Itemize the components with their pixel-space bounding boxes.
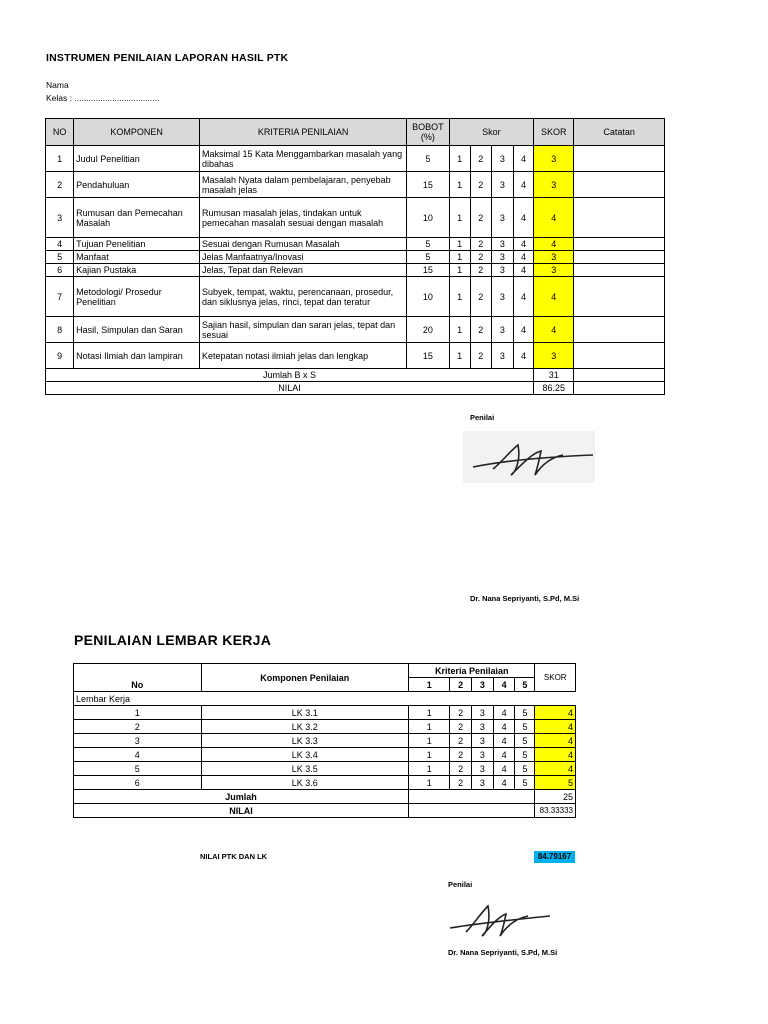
row-bobot: 10 [407, 277, 449, 317]
row-kriteria: Jelas Manfaatnya/Inovasi [199, 251, 406, 264]
ptk-row [46, 238, 665, 251]
lk-row-level-5: 5 [515, 762, 535, 776]
lk-row-level-3: 3 [471, 706, 493, 720]
lk-row-no: 3 [74, 734, 202, 748]
row-komponen: Pendahuluan [74, 172, 200, 198]
row-score-2: 2 [470, 198, 491, 238]
row-komponen: Metodologi/ Prosedur Penelitian [74, 277, 200, 317]
row-score-4: 4 [513, 277, 533, 317]
col-skor: SKOR [534, 119, 574, 146]
row-score-2: 2 [470, 146, 491, 172]
ptk-nilai-row [46, 382, 665, 395]
col-komponen: KOMPONEN [74, 119, 200, 146]
row-score-3: 3 [491, 172, 513, 198]
row-skor: 4 [534, 198, 574, 238]
nilai-value: 86.25 [534, 382, 574, 395]
lk-row-level-1: 1 [408, 720, 449, 734]
lk-row-level-3: 3 [471, 762, 493, 776]
lk-row-skor: 4 [535, 762, 576, 776]
lk-row-skor: 4 [535, 706, 576, 720]
lk-row-level-5: 5 [515, 720, 535, 734]
ptk-row [46, 343, 665, 369]
col-catatan: Catatan [574, 119, 665, 146]
signer2-name: Dr. Nana Sepriyanti, S.Pd, M.Si [448, 948, 558, 957]
lk-group-row [74, 692, 576, 706]
lk-row-level-1: 1 [408, 776, 449, 790]
lk-row-komponen: LK 3.2 [201, 720, 408, 734]
row-score-3: 3 [491, 277, 513, 317]
row-score-3: 3 [491, 198, 513, 238]
row-kriteria: Jelas, Tepat dan Relevan [199, 264, 406, 277]
lk-row-skor: 4 [535, 748, 576, 762]
row-bobot: 15 [407, 343, 449, 369]
row-bobot: 5 [407, 238, 449, 251]
signature-label: Penilai [470, 413, 495, 422]
lk-row-komponen: LK 3.4 [201, 748, 408, 762]
lk-row [74, 720, 576, 734]
lk-row-level-1: 1 [408, 706, 449, 720]
row-score-1: 1 [449, 172, 470, 198]
lk-row-no: 2 [74, 720, 202, 734]
row-score-4: 4 [513, 238, 533, 251]
lk-row-level-4: 4 [493, 762, 514, 776]
col-skor-range: Skor [449, 119, 534, 146]
col-kriteria: KRITERIA PENILAIAN [199, 119, 406, 146]
ptk-row [46, 146, 665, 172]
lk-row-no: 1 [74, 706, 202, 720]
row-kriteria: Rumusan masalah jelas, tindakan untuk pemecahan masalah sesuai dengan masalah [199, 198, 406, 238]
row-bobot: 15 [407, 172, 449, 198]
row-catatan [574, 172, 665, 198]
row-no: 6 [46, 264, 74, 277]
ptk-row [46, 198, 665, 238]
row-catatan [574, 317, 665, 343]
jumlah-catatan [574, 369, 665, 382]
lk-row-level-5: 5 [515, 706, 535, 720]
row-bobot: 10 [407, 198, 449, 238]
row-score-1: 1 [449, 198, 470, 238]
row-score-1: 1 [449, 343, 470, 369]
lk-row-level-1: 1 [408, 762, 449, 776]
row-catatan [574, 198, 665, 238]
row-no: 7 [46, 277, 74, 317]
lk-assessment-table [73, 663, 576, 818]
lk-level-3: 3 [471, 678, 493, 692]
lk-jumlah-value: 25 [535, 790, 576, 804]
row-skor: 3 [534, 146, 574, 172]
lk-row-komponen: LK 3.1 [201, 706, 408, 720]
row-kriteria: Maksimal 15 Kata Menggambarkan masalah yang dibahas [199, 146, 406, 172]
lk-row-no: 4 [74, 748, 202, 762]
lk-level-4: 4 [493, 678, 514, 692]
row-no: 9 [46, 343, 74, 369]
row-score-3: 3 [491, 238, 513, 251]
lk-row-level-2: 2 [450, 706, 471, 720]
row-komponen: Tujuan Penelitian [74, 238, 200, 251]
row-score-2: 2 [470, 238, 491, 251]
row-score-2: 2 [470, 343, 491, 369]
lk-col-komponen: Komponen Penilaian [201, 664, 408, 692]
row-kriteria: Masalah Nyata dalam pembelajaran, penyebab masalah jelas [199, 172, 406, 198]
lk-row-level-4: 4 [493, 734, 514, 748]
lk-row-level-2: 2 [450, 762, 471, 776]
signature2-stroke-icon [444, 894, 554, 944]
lk-row [74, 734, 576, 748]
row-no: 4 [46, 238, 74, 251]
lk-col-no: No [74, 664, 202, 692]
row-bobot: 20 [407, 317, 449, 343]
lk-row-level-5: 5 [515, 776, 535, 790]
row-skor: 3 [534, 251, 574, 264]
nilai-label: NILAI [46, 382, 534, 395]
kelas-label: Kelas : .................................... [46, 93, 160, 103]
signature2-image [444, 894, 554, 944]
lk-level-2: 2 [450, 678, 471, 692]
lk-col-kriteria: Kriteria Penilaian [408, 664, 534, 678]
row-catatan [574, 343, 665, 369]
row-score-2: 2 [470, 264, 491, 277]
row-score-1: 1 [449, 317, 470, 343]
nilai-catatan [574, 382, 665, 395]
row-score-3: 3 [491, 317, 513, 343]
row-score-2: 2 [470, 277, 491, 317]
nama-label: Nama [46, 80, 69, 90]
row-score-3: 3 [491, 251, 513, 264]
lk-row-komponen: LK 3.6 [201, 776, 408, 790]
row-score-1: 1 [449, 264, 470, 277]
row-score-4: 4 [513, 317, 533, 343]
row-score-4: 4 [513, 251, 533, 264]
row-skor: 3 [534, 343, 574, 369]
row-catatan [574, 251, 665, 264]
row-komponen: Notasi Ilmiah dan lampiran [74, 343, 200, 369]
lk-row-level-3: 3 [471, 734, 493, 748]
ptk-jumlah-row [46, 369, 665, 382]
row-bobot: 5 [407, 251, 449, 264]
row-catatan [574, 238, 665, 251]
lk-jumlah-blank [408, 790, 534, 804]
row-score-3: 3 [491, 146, 513, 172]
lk-row-level-2: 2 [450, 776, 471, 790]
lk-row-skor: 5 [535, 776, 576, 790]
row-bobot: 15 [407, 264, 449, 277]
lk-row-no: 6 [74, 776, 202, 790]
document-title: INSTRUMEN PENILAIAN LAPORAN HASIL PTK [46, 52, 289, 64]
lk-row-level-5: 5 [515, 748, 535, 762]
row-komponen: Kajian Pustaka [74, 264, 200, 277]
lk-nilai-row [74, 804, 576, 818]
lk-row [74, 706, 576, 720]
row-score-1: 1 [449, 251, 470, 264]
lk-row-level-2: 2 [450, 720, 471, 734]
lk-nilai-value: 83.33333 [535, 804, 576, 818]
row-score-4: 4 [513, 172, 533, 198]
lk-row [74, 762, 576, 776]
lk-row-level-3: 3 [471, 748, 493, 762]
row-catatan [574, 277, 665, 317]
lk-row-komponen: LK 3.5 [201, 762, 408, 776]
lk-jumlah-label: Jumlah [74, 790, 409, 804]
row-skor: 3 [534, 172, 574, 198]
row-skor: 4 [534, 277, 574, 317]
row-no: 1 [46, 146, 74, 172]
signature2-label: Penilai [448, 880, 473, 889]
lk-jumlah-row [74, 790, 576, 804]
row-skor: 4 [534, 238, 574, 251]
row-score-4: 4 [513, 264, 533, 277]
row-kriteria: Sesuai dengan Rumusan Masalah [199, 238, 406, 251]
final-label: NILAI PTK DAN LK [200, 852, 268, 861]
lk-row-komponen: LK 3.3 [201, 734, 408, 748]
lk-row-level-2: 2 [450, 734, 471, 748]
lk-row-level-5: 5 [515, 734, 535, 748]
lk-nilai-label: NILAI [74, 804, 409, 818]
lk-row-level-3: 3 [471, 776, 493, 790]
lk-nilai-blank [408, 804, 534, 818]
row-score-1: 1 [449, 277, 470, 317]
row-score-2: 2 [470, 317, 491, 343]
lk-row [74, 776, 576, 790]
lk-row-level-1: 1 [408, 734, 449, 748]
row-komponen: Judul Penelitian [74, 146, 200, 172]
lk-row-level-1: 1 [408, 748, 449, 762]
row-no: 5 [46, 251, 74, 264]
jumlah-label: Jumlah B x S [46, 369, 534, 382]
row-score-1: 1 [449, 146, 470, 172]
row-score-2: 2 [470, 251, 491, 264]
lk-group-label: Lembar Kerja [74, 692, 576, 706]
row-score-4: 4 [513, 198, 533, 238]
lk-row-skor: 4 [535, 734, 576, 748]
row-no: 8 [46, 317, 74, 343]
row-score-4: 4 [513, 146, 533, 172]
col-no: NO [46, 119, 74, 146]
row-komponen: Rumusan dan Pemecahan Masalah [74, 198, 200, 238]
ptk-row [46, 264, 665, 277]
lk-row-level-2: 2 [450, 748, 471, 762]
row-score-4: 4 [513, 343, 533, 369]
final-value: 84.79167 [534, 851, 575, 863]
row-kriteria: Subyek, tempat, waktu, perencanaan, prosedur, dan siklusnya jelas, rinci, tepat dan teratur [199, 277, 406, 317]
ptk-row [46, 277, 665, 317]
row-no: 3 [46, 198, 74, 238]
ptk-row [46, 172, 665, 198]
lk-row [74, 748, 576, 762]
ptk-row [46, 251, 665, 264]
ptk-assessment-table [45, 118, 665, 395]
row-no: 2 [46, 172, 74, 198]
row-kriteria: Sajian hasil, simpulan dan saran jelas, tepat dan sesuai [199, 317, 406, 343]
row-kriteria: Ketepatan notasi ilmiah jelas dan lengkap [199, 343, 406, 369]
row-score-3: 3 [491, 343, 513, 369]
lk-level-5: 5 [515, 678, 535, 692]
row-komponen: Hasil, Simpulan dan Saran [74, 317, 200, 343]
row-komponen: Manfaat [74, 251, 200, 264]
lk-row-skor: 4 [535, 720, 576, 734]
lk-level-1: 1 [408, 678, 449, 692]
lk-row-level-4: 4 [493, 720, 514, 734]
row-score-3: 3 [491, 264, 513, 277]
signer-name: Dr. Nana Sepriyanti, S.Pd, M.Si [470, 594, 580, 603]
signature-image [463, 431, 595, 483]
lk-header-row-1 [74, 664, 576, 678]
row-skor: 3 [534, 264, 574, 277]
ptk-row [46, 317, 665, 343]
lk-col-skor: SKOR [535, 664, 576, 692]
lk-row-level-3: 3 [471, 720, 493, 734]
col-bobot: BOBOT (%) [407, 119, 449, 146]
signature-stroke-icon [463, 431, 595, 483]
row-score-2: 2 [470, 172, 491, 198]
row-score-1: 1 [449, 238, 470, 251]
jumlah-value: 31 [534, 369, 574, 382]
section-title: PENILAIAN LEMBAR KERJA [74, 632, 272, 648]
row-skor: 4 [534, 317, 574, 343]
row-catatan [574, 264, 665, 277]
ptk-header-row [46, 119, 665, 146]
lk-row-level-4: 4 [493, 748, 514, 762]
row-bobot: 5 [407, 146, 449, 172]
lk-row-level-4: 4 [493, 706, 514, 720]
row-catatan [574, 146, 665, 172]
lk-row-no: 5 [74, 762, 202, 776]
lk-row-level-4: 4 [493, 776, 514, 790]
